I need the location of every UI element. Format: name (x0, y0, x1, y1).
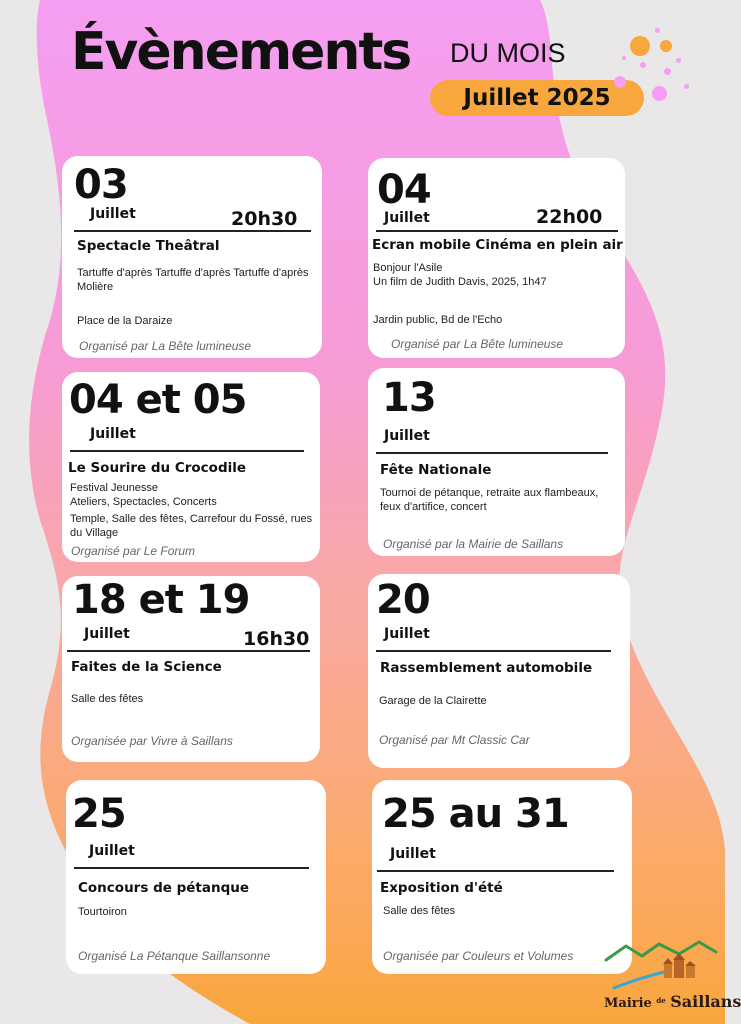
decor-dot (614, 76, 626, 88)
event-month: Juillet (84, 626, 130, 642)
decor-dot (660, 40, 672, 52)
event-description: Tartuffe d'après Tartuffe d'après Tartuffe d'après Molière (77, 267, 309, 293)
event-organizer: Organisé par La Bête lumineuse (79, 339, 252, 353)
month-badge: Juillet 2025 (430, 80, 644, 116)
divider (376, 230, 618, 232)
event-organizer: Organisé par Le Forum (71, 544, 196, 558)
event-title: Rassemblement automobile (380, 660, 593, 676)
mairie-saillans-logo (604, 938, 741, 1020)
decor-dot (664, 68, 671, 75)
event-month: Juillet (89, 843, 135, 859)
event-card (66, 780, 326, 974)
event-organizer: Organisée par Couleurs et Volumes (383, 949, 574, 963)
event-title: Exposition d'été (380, 880, 503, 896)
event-description: Bonjour l'Asile (373, 262, 443, 274)
decor-dot (676, 58, 681, 63)
event-month: Juillet (384, 428, 430, 444)
page-subtitle: DU MOIS (450, 38, 566, 68)
divider (377, 870, 614, 872)
divider (67, 650, 310, 652)
event-month: Juillet (384, 210, 430, 226)
event-title: Concours de pétanque (78, 880, 250, 896)
decor-dot (630, 36, 650, 56)
event-place: Jardin public, Bd de l'Echo (373, 314, 503, 326)
event-place: Tourtoiron (78, 906, 127, 918)
event-date: 04 (377, 167, 431, 213)
event-organizer: Organisé par Mt Classic Car (379, 733, 530, 747)
event-date: 13 (382, 375, 436, 421)
event-date: 04 et 05 (69, 377, 247, 423)
event-place: Temple, Salle des fêtes, Carrefour du Fossé, rues du Village (70, 513, 313, 539)
event-time: 22h00 (536, 206, 603, 228)
event-description: Festival Jeunesse (70, 482, 159, 494)
decor-dot (684, 84, 689, 89)
event-month: Juillet (384, 626, 430, 642)
event-card (62, 156, 322, 358)
event-place: Salle des fêtes (383, 905, 456, 917)
event-place: Salle des fêtes (71, 693, 144, 705)
event-place: Garage de la Clairette (379, 695, 487, 707)
page-title: Évènements (71, 22, 411, 82)
event-time: 16h30 (243, 628, 310, 650)
event-title: Spectacle Theâtral (77, 238, 220, 254)
event-organizer: Organisé par La Bête lumineuse (391, 337, 564, 351)
divider (376, 452, 608, 454)
event-organizer: Organisée par Vivre à Saillans (71, 734, 233, 748)
event-date: 18 et 19 (72, 577, 250, 623)
divider (74, 230, 311, 232)
event-date: 20 (376, 577, 430, 623)
event-title: Faites de la Science (71, 659, 222, 675)
divider (74, 867, 309, 869)
event-date: 25 au 31 (382, 791, 569, 837)
event-title: Fête Nationale (380, 462, 492, 478)
decor-dot (622, 56, 626, 60)
event-month: Juillet (90, 426, 136, 442)
event-card (372, 780, 632, 974)
decor-dot (640, 62, 646, 68)
event-description: Tournoi de pétanque, retraite aux flambeaux, feux d'artifice, concert (380, 487, 599, 513)
event-card (368, 158, 625, 358)
event-card (62, 576, 320, 762)
divider (376, 650, 611, 652)
logo-text: Mairie $^{de}$ Saillans (604, 992, 741, 1011)
event-date: 25 (72, 791, 126, 837)
event-card (368, 574, 630, 768)
event-date: 03 (74, 162, 128, 208)
event-card (368, 368, 625, 556)
event-organizer: Organisé par la Mairie de Saillans (383, 537, 564, 551)
event-month: Juillet (90, 206, 136, 222)
event-time: 20h30 (231, 208, 298, 230)
decor-dot (655, 28, 660, 33)
event-description: Ateliers, Spectacles, Concerts (70, 496, 217, 508)
event-month: Juillet (390, 846, 436, 862)
event-card (62, 372, 320, 562)
event-description: Un film de Judith Davis, 2025, 1h47 (373, 276, 547, 288)
event-title: Le Sourire du Crocodile (68, 460, 247, 476)
event-title: Ecran mobile Cinéma en plein air (372, 237, 623, 253)
event-place: Place de la Daraize (77, 315, 173, 327)
village-icon (604, 938, 718, 994)
decor-dot (652, 86, 667, 101)
divider (70, 450, 304, 452)
event-organizer: Organisé La Pétanque Saillansonne (78, 949, 271, 963)
